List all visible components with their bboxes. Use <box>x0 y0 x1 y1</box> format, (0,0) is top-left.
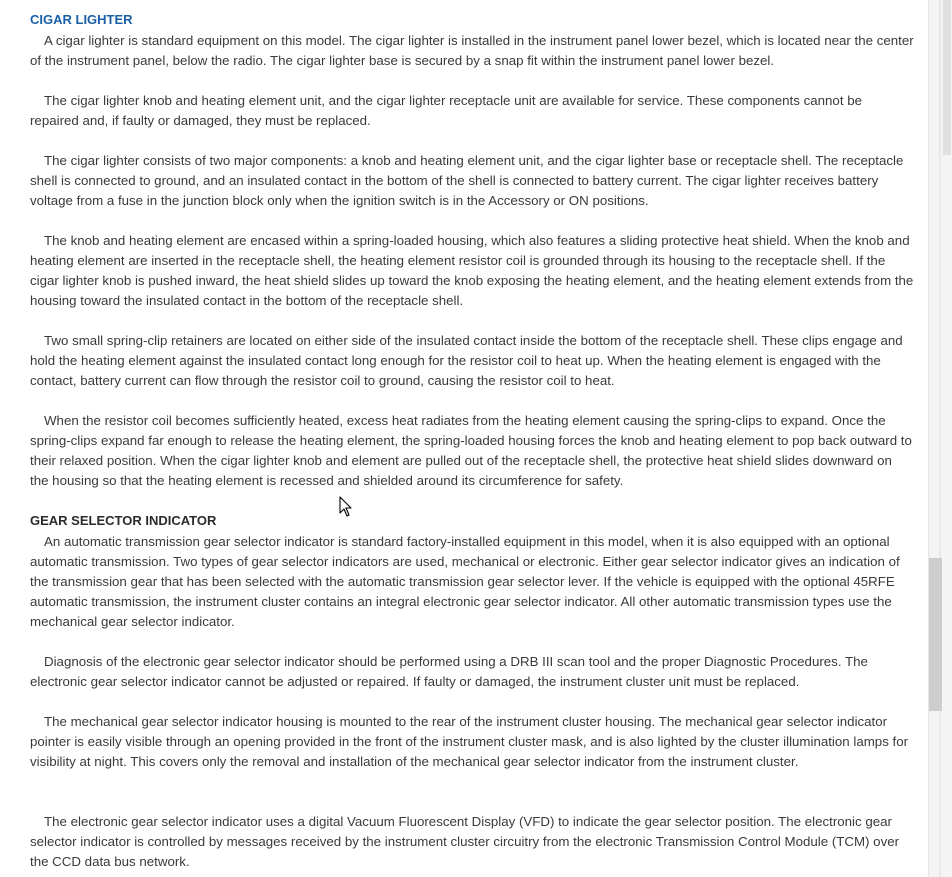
scrollbar-thumb[interactable] <box>929 558 942 711</box>
cigar-lighter-paragraph-2: The cigar lighter knob and heating element unit, and the cigar lighter receptacle unit are available for service. These components cannot be repaired and, if faulty or damaged, they must be replaced. <box>30 93 863 128</box>
cigar-lighter-paragraph-3: The cigar lighter consists of two major components: a knob and heating element unit, and the cigar lighter base or receptacle shell. The receptacle shell is connected to ground, and an insulated contact in the bottom of the shell is connected to battery current. The cigar lighter receives battery voltage from a fuse in the junction block only when the ignition switch is in the Accessory or ON positions. <box>30 153 904 208</box>
gear-selector-paragraph-3: The mechanical gear selector indicator housing is mounted to the rear of the instrument cluster housing. The mechanical gear selector indicator pointer is easily visible through an opening provided in the front of the instrument cluster mask, and is also lighted by the cluster illumination lamps for visibility at night. This covers only the removal and installation of the mechanical gear selector indicator from the instrument cluster. <box>30 714 909 769</box>
gear-selector-indicator-heading: GEAR SELECTOR INDICATOR <box>30 513 217 528</box>
cigar-lighter-heading[interactable]: CIGAR LIGHTER <box>30 12 133 27</box>
gear-selector-paragraph-1: An automatic transmission gear selector indicator is standard factory-installed equipment in this model, when it is also equipped with an optional automatic transmission. Two types of gear selector indicators are used, mechanical or electronic. Either gear selector indicator gives an indication of the transmission gear that has been selected with the automatic transmission gear selector lever. If the vehicle is equipped with the optional 45RFE automatic transmission, the instrument cluster contains an integral electronic gear selector indicator. All other automatic transmission types use the mechanical gear selector indicator. <box>30 534 900 629</box>
scrollbar-outer-thumb[interactable] <box>943 0 951 155</box>
cigar-lighter-paragraph-4: The knob and heating element are encased within a spring-loaded housing, which also features a sliding protective heat shield. When the knob and heating element are inserted in the receptacle shell, the heating element resistor coil is grounded through its housing to the receptacle shell. If the cigar lighter knob is pushed inward, the heat shield slides up toward the knob exposing the heating element, and the heating element extends from the housing toward the insulated contact in the bottom of the receptacle shell. <box>30 233 914 308</box>
cigar-lighter-paragraph-1: A cigar lighter is standard equipment on this model. The cigar lighter is installed in the instrument panel lower bezel, which is located near the center of the instrument panel, below the radio. The cigar lighter base is secured by a snap fit within the instrument panel lower bezel. <box>30 33 914 68</box>
cigar-lighter-paragraph-5: Two small spring-clip retainers are located on either side of the insulated contact inside the bottom of the receptacle shell. These clips engage and hold the heating element against the insulated contact long enough for the resistor coil to heat up. When the heating element is engaged with the contact, battery current can flow through the resistor coil to ground, causing the resistor coil to heat. <box>30 333 903 388</box>
cigar-lighter-paragraph-6: When the resistor coil becomes sufficiently heated, excess heat radiates from the heating element causing the spring-clips to expand. Once the spring-clips expand far enough to release the heating element, the spring-loaded housing forces the knob and heating element to pop back outward to their relaxed position. When the cigar lighter knob and element are pulled out of the receptacle shell, the protective heat shield slides downward on the housing so that the heating element is recessed and shielded around its circumference for safety. <box>30 413 912 488</box>
scrollbar-shade <box>939 0 941 877</box>
gear-selector-paragraph-4: The electronic gear selector indicator uses a digital Vacuum Fluorescent Display (VFD) to indicate the gear selector position. The electronic gear selector indicator is controlled by messages received by the instrument cluster circuitry from the electronic Transmission Control Module (TCM) over the CCD data bus network. <box>30 814 900 869</box>
document-content <box>30 0 914 877</box>
vertical-scrollbar[interactable] <box>928 0 952 877</box>
gear-selector-paragraph-2: Diagnosis of the electronic gear selector indicator should be performed using a DRB III scan tool and the proper Diagnostic Procedures. The electronic gear selector indicator cannot be adjusted or repaired. If faulty or damaged, the instrument cluster unit must be replaced. <box>30 654 868 689</box>
mouse-pointer-icon <box>339 496 353 518</box>
